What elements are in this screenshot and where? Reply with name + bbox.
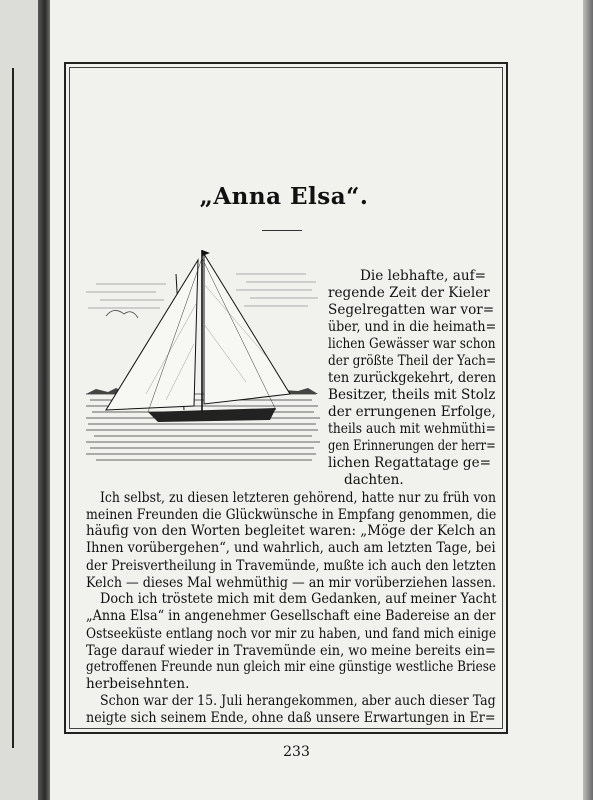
text-line: regende Zeit der Kieler — [328, 285, 490, 302]
text-line: meinen Freunden die Glückwünsche in Empfang genommen, die — [86, 506, 497, 523]
text-line: Ihnen vorübergehen“, und wahrlich, auch am letzten Tage, bei — [86, 540, 496, 557]
text-line: theils auch mit wehmüthi= — [328, 421, 496, 438]
title-rule — [262, 230, 302, 231]
text-line: Ostseeküste entlang noch vor mir zu haben, und fand mich einige — [86, 625, 497, 642]
text-line: der größte Theil der Yach= — [328, 353, 497, 370]
text-line: gen Erinnerungen der herr= — [328, 437, 496, 454]
text-line: getroffenen Freunde nun gleich mir eine günstige westliche Briese — [86, 659, 497, 676]
sailboat-illustration — [86, 244, 322, 470]
text-line: der Preisvertheilung in Travemünde, mußte ich auch den letzten — [86, 557, 497, 574]
text-line: lichen Regattatage ge= — [328, 455, 492, 471]
text-line: Die lebhafte, auf= — [360, 268, 487, 284]
text-line: über, und in die heimath= — [328, 318, 497, 335]
text-line: Segelregatten war vor= — [328, 301, 495, 318]
text-line: neigte sich seinem Ende, ohne daß unsere Erwartungen in Er= — [86, 710, 496, 726]
text-line: häufig von den Worten begleitet waren: „Möge der Kelch an — [86, 523, 496, 539]
facing-page-edge — [0, 0, 42, 800]
text-line: dachten. — [344, 472, 404, 489]
text-line: Schon war der 15. Juli herangekommen, aber auch dieser Tag — [100, 692, 496, 709]
chapter-title: „Anna Elsa“. — [199, 183, 369, 210]
text-line: Tage darauf wieder in Travemünde ein, wo meine bereits ein= — [86, 642, 496, 659]
page-edge-shadow — [583, 0, 593, 800]
text-line: Doch ich tröstete mich mit dem Gedanken, auf meiner Yacht — [100, 591, 497, 608]
text-line: der errungenen Erfolge, — [328, 404, 496, 421]
text-line: Ich selbst, zu diesen letzteren gehörend, hatte nur zu früh von — [100, 489, 496, 506]
text-line: herbeisehnten. — [86, 676, 190, 693]
facing-page-frame — [0, 68, 14, 748]
text-line: Besitzer, theils mit Stolz — [328, 386, 496, 403]
text-line: ten zurückgekehrt, deren — [328, 369, 497, 386]
text-line: „Anna Elsa“ in angenehmer Gesellschaft eine Badereise an der — [86, 608, 496, 625]
text-line: lichen Gewässer war schon — [328, 336, 496, 353]
page-number: 233 — [283, 744, 310, 760]
text-line: Kelch — dieses Mal wehmüthig — an mir vorüberziehen lassen. — [86, 574, 497, 591]
